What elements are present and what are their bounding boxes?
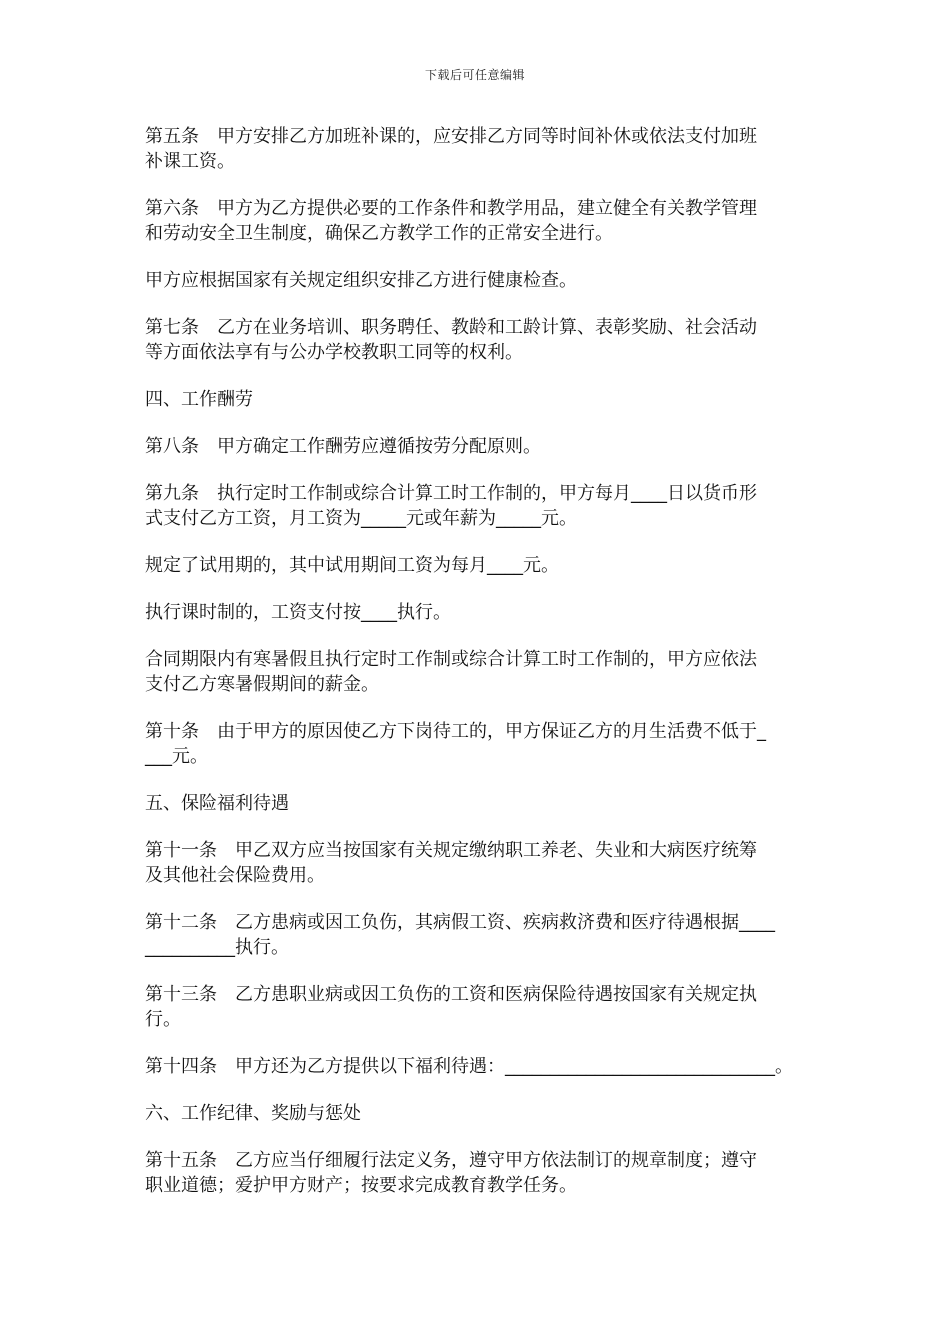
paragraph-line: 和劳动安全卫生制度，确保乙方教学工作的正常安全进行。 [145,223,613,244]
paragraph-line: 第五条 甲方安排乙方加班补课的，应安排乙方同等时间补休或依法支付加班 [145,126,757,147]
paragraph-line: 等方面依法享有与公办学校教职工同等的权利。 [145,342,523,363]
paragraph-line: 六、工作纪律、奖励与惩处 [145,1103,361,1124]
paragraph-line: 甲方应根据国家有关规定组织安排乙方进行健康检查。 [145,270,577,291]
paragraph-line: 第十一条 甲乙双方应当按国家有关规定缴纳职工养老、失业和大病医疗统筹 [145,840,757,861]
paragraph-line: 支付乙方寒暑假期间的薪金。 [145,674,379,695]
document-paragraph [145,791,810,816]
paragraph-line: 第六条 甲方为乙方提供必要的工作条件和教学用品，建立健全有关教学管理 [145,198,757,219]
paragraph-line: 合同期限内有寒暑假且执行定时工作制或综合计算工时工作制的，甲方应依法 [145,649,757,670]
document-paragraph [145,1148,810,1198]
page-header-note: 下载后可任意编辑 [424,68,525,82]
document-paragraph [145,719,810,769]
paragraph-line: 补课工资。 [145,151,235,172]
document-paragraph [145,1101,810,1126]
document-paragraph [145,553,810,578]
document-paragraph [145,315,810,365]
document-paragraph [145,1054,810,1079]
paragraph-line: 第十五条 乙方应当仔细履行法定义务，遵守甲方依法制订的规章制度；遵守 [145,1150,757,1171]
document-paragraph [145,196,810,246]
paragraph-line: 五、保险福利待遇 [145,793,289,814]
paragraph-line: 式支付乙方工资，月工资为_____元或年薪为_____元。 [145,508,577,529]
paragraph-line: 第十条 由于甲方的原因使乙方下岗待工的，甲方保证乙方的月生活费不低于_ [145,721,766,742]
document-paragraph [145,647,810,697]
paragraph-line: 第十四条 甲方还为乙方提供以下福利待遇：______________________________。 [145,1056,793,1077]
paragraph-line: 第十二条 乙方患病或因工负伤，其病假工资、疾病救济费和医疗待遇根据____ [145,912,775,933]
paragraph-line: 第十三条 乙方患职业病或因工负伤的工资和医病保险待遇按国家有关规定执 [145,984,757,1005]
document-paragraph [145,434,810,459]
document-paragraph [145,481,810,531]
document-paragraph [145,387,810,412]
paragraph-line: 职业道德；爱护甲方财产；按要求完成教育教学任务。 [145,1175,577,1196]
document-body [145,124,810,1220]
paragraph-line: 及其他社会保险费用。 [145,865,325,886]
document-paragraph [145,982,810,1032]
document-paragraph [145,838,810,888]
paragraph-line: ___元。 [145,746,208,767]
paragraph-line: __________执行。 [145,937,289,958]
paragraph-line: 行。 [145,1009,181,1030]
paragraph-line: 执行课时制的，工资支付按____执行。 [145,602,451,623]
document-paragraph [145,910,810,960]
document-paragraph [145,600,810,625]
paragraph-line: 第九条 执行定时工作制或综合计算工时工作制的，甲方每月____日以货币形 [145,483,757,504]
paragraph-line: 第八条 甲方确定工作酬劳应遵循按劳分配原则。 [145,436,541,457]
paragraph-line: 规定了试用期的，其中试用期间工资为每月____元。 [145,555,559,576]
document-paragraph [145,124,810,174]
document-paragraph [145,268,810,293]
paragraph-line: 第七条 乙方在业务培训、职务聘任、教龄和工龄计算、表彰奖励、社会活动 [145,317,757,338]
paragraph-line: 四、工作酬劳 [145,389,253,410]
